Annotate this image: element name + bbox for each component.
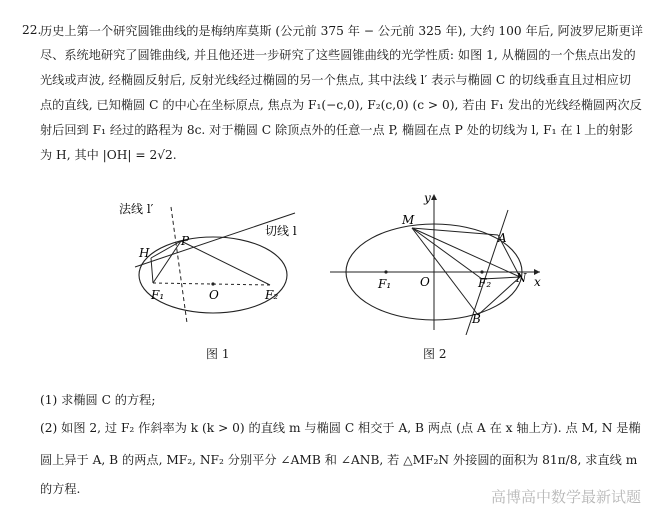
normal-line	[171, 207, 187, 323]
question-line-2: 尽、系统地研究了圆锥曲线, 并且他还进一步研究了这些圆锥曲线的光学性质: 如图 1, 从椭圆的一个焦点出发的	[40, 48, 636, 62]
question-line-3: 光线或声波, 经椭圆反射后, 反射光线经过椭圆的另一个焦点, 其中法线 l′ 表示与椭圆 C 的切线垂直且过相应切	[40, 73, 631, 87]
figure-1-caption: 图 1	[206, 347, 230, 361]
y-axis-label: y	[424, 191, 431, 205]
point-f2: F₂	[265, 288, 279, 302]
point-o: O	[209, 288, 219, 302]
f1-dot	[384, 270, 387, 273]
x-axis-label: x	[534, 275, 541, 289]
figure-1-diagram	[115, 195, 315, 335]
point-o: O	[420, 275, 430, 289]
point-p: P	[181, 234, 190, 248]
point-n: N	[516, 271, 527, 285]
question-number: 22.	[22, 23, 42, 37]
ray-p-f2	[181, 241, 270, 285]
figure-2-caption: 图 2	[423, 347, 447, 361]
segment-mf2	[412, 228, 482, 279]
f2-dot	[480, 270, 483, 273]
part-1-text: (1) 求椭圆 C 的方程;	[40, 393, 156, 407]
tangent-line	[135, 213, 295, 267]
watermark-text: 高博高中数学最新试题	[490, 488, 641, 506]
part-2-line-2: 圆上异于 A, B 的两点, MF₂, NF₂ 分别平分 ∠AMB 和 ∠ANB, 若 △MF₂N 外接圆的面积为 81π/8, 求直线 m	[40, 453, 638, 467]
question-line-5: 射后回到 F₁ 经过的路程为 8c. 对于椭圆 C 除顶点外的任意一点 P, 椭圆在点 P 处的切线为 l, F₁ 在 l 上的射影	[40, 123, 633, 137]
question-line-4: 点的直线, 已知椭圆 C 的中心在坐标原点, 焦点为 F₁(−c,0), F₂(c,0) (c > 0), 若由 F₁ 发出的光线经椭圆两次反	[40, 98, 642, 112]
tangent-label: 切线 l	[265, 224, 297, 238]
origin-dot	[211, 282, 214, 285]
question-line-6: 为 H, 其中 |OH| = 2√2.	[40, 148, 177, 162]
point-f2: F₂	[478, 276, 492, 290]
point-f1: F₁	[151, 288, 165, 302]
point-b: B	[472, 312, 481, 326]
part-2-line-1: (2) 如图 2, 过 F₂ 作斜率为 k (k > 0) 的直线 m 与椭圆 C 相交于 A, B 两点 (点 A 在 x 轴上方). 点 M, N 是椭	[40, 421, 641, 435]
part-2-line-3: 的方程.	[40, 482, 81, 496]
figure-2-diagram	[328, 190, 548, 335]
point-m: M	[402, 213, 415, 227]
ray-f1-p	[153, 241, 181, 283]
point-h: H	[139, 246, 150, 260]
point-f1: F₁	[378, 277, 392, 291]
question-line-1: 历史上第一个研究圆锥曲线的是梅纳库莫斯 (公元前 375 年 − 公元前 325 年), 大约 100 年后, 阿波罗尼斯更详	[40, 24, 643, 38]
point-a: A	[498, 231, 507, 245]
normal-label: 法线 l′	[119, 202, 154, 216]
y-axis-arrow	[431, 194, 437, 200]
